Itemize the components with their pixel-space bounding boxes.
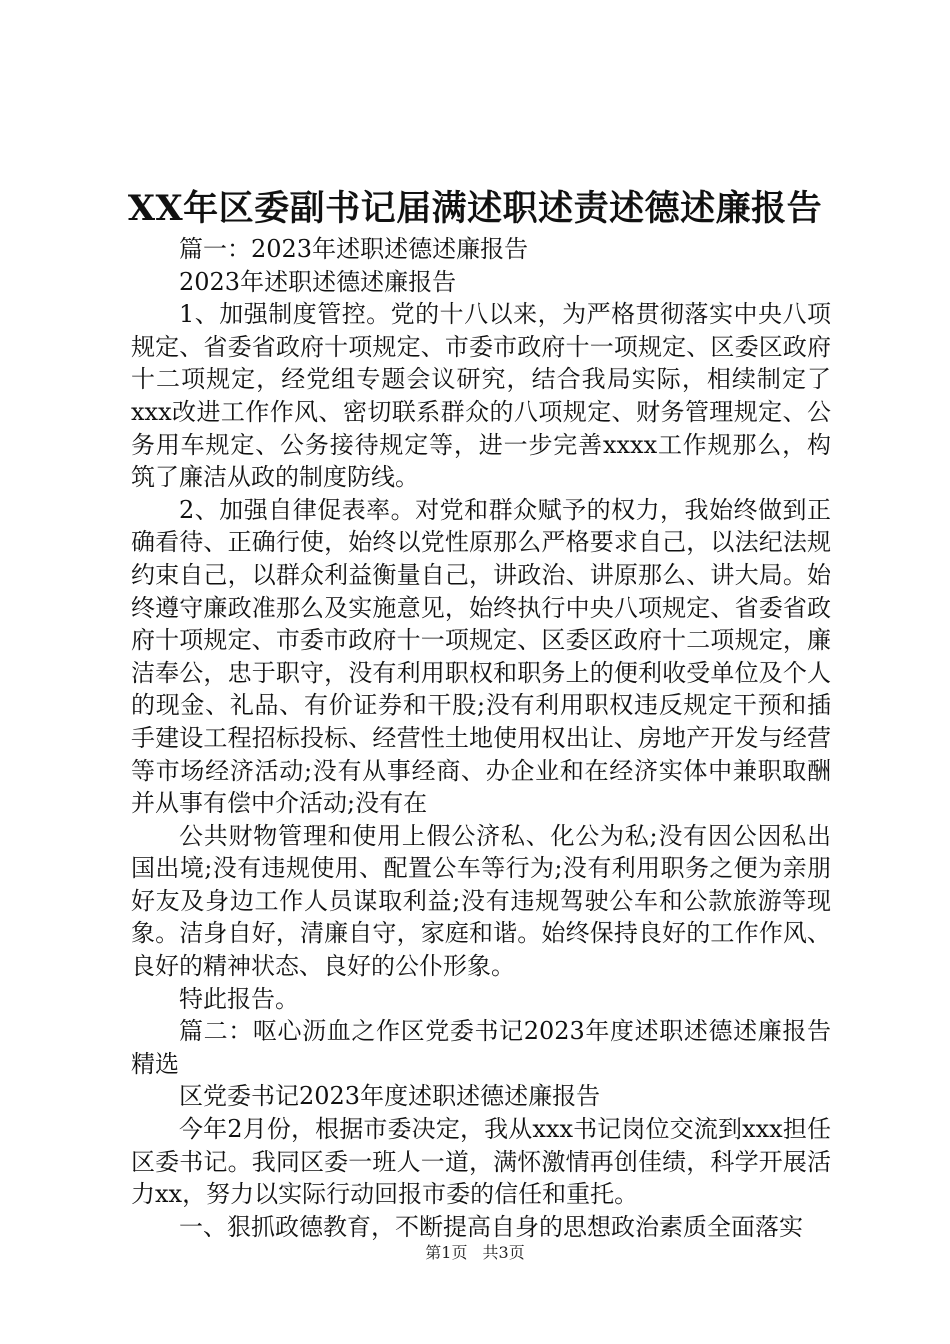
section-subtitle-2: 区党委书记2023年度述职述德述廉报告	[179, 1082, 601, 1111]
page-total: 共3页	[482, 1243, 525, 1262]
body-paragraph: 2、加强自律促表率。对党和群众赋予的权力，我始终做到正确看待、正确行使，始终以党性原那么严格要求自己，以法纪法规约束自己，以群众利益衡量自己，讲政治、讲原那么、讲大局。始终遵守廉政准那么及实施意见，始终执行中央八项规定、省委省政府十项规定、市委市政府十一项规定、区委区政府十二项规定，廉洁奉公，忠于职守，没有利用职权和职务上的便利收受单位及个人的现金、礼品、有价证券和干股;没有利用职权违反规定干预和插手建设工程招标投标、经营性土地使用权出让、房地产开发与经营等市场经济活动;没有从事经商、办企业和在经济实体中兼职取酬并从事有偿中介活动;没有在	[131, 495, 831, 818]
page-footer	[0, 1243, 950, 1263]
body-paragraph: 今年2月份，根据市委决定，我从xxx书记岗位交流到xxx担任区委书记。我同区委一班人一道，满怀激情再创佳绩，科学开展活力xx，努力以实际行动回报市委的信任和重托。	[131, 1115, 831, 1209]
document-body	[131, 233, 831, 1243]
body-paragraph: 公共财物管理和使用上假公济私、化公为私;没有因公因私出国出境;没有违规使用、配置公车等行为;没有利用职务之便为亲朋好友及身边工作人员谋取利益;没有违规驾驶公车和公款旅游等现象。洁身自好，清廉自守，家庭和谐。始终保持良好的工作作风、良好的精神状态、良好的公仆形象。	[131, 821, 831, 981]
body-paragraph: 1、加强制度管控。党的十八以来，为严格贯彻落实中央八项规定、省委省政府十项规定、市委市政府十一项规定、区委区政府十二项规定，经党组专题会议研究，结合我局实际，相续制定了xxx改进工作作风、密切联系群众的八项规定、财务管理规定、公务用车规定、公务接待规定等，进一步完善xxxx工作规那么，构筑了廉洁从政的制度防线。	[131, 300, 831, 492]
body-paragraph: 一、狠抓政德教育，不断提高自身的思想政治素质全面落实	[179, 1212, 803, 1241]
page-number: 第1页	[425, 1243, 468, 1262]
section-subtitle-1: 2023年述职述德述廉报告	[179, 267, 457, 296]
document-title: XX年区委副书记届满述职述责述德述廉报告	[127, 188, 823, 229]
closing-line: 特此报告。	[179, 984, 299, 1013]
section-heading-2: 篇二：呕心沥血之作区党委书记2023年度述职述德述廉报告精选	[131, 1017, 831, 1078]
section-heading-1: 篇一：2023年述职述德述廉报告	[179, 235, 529, 263]
